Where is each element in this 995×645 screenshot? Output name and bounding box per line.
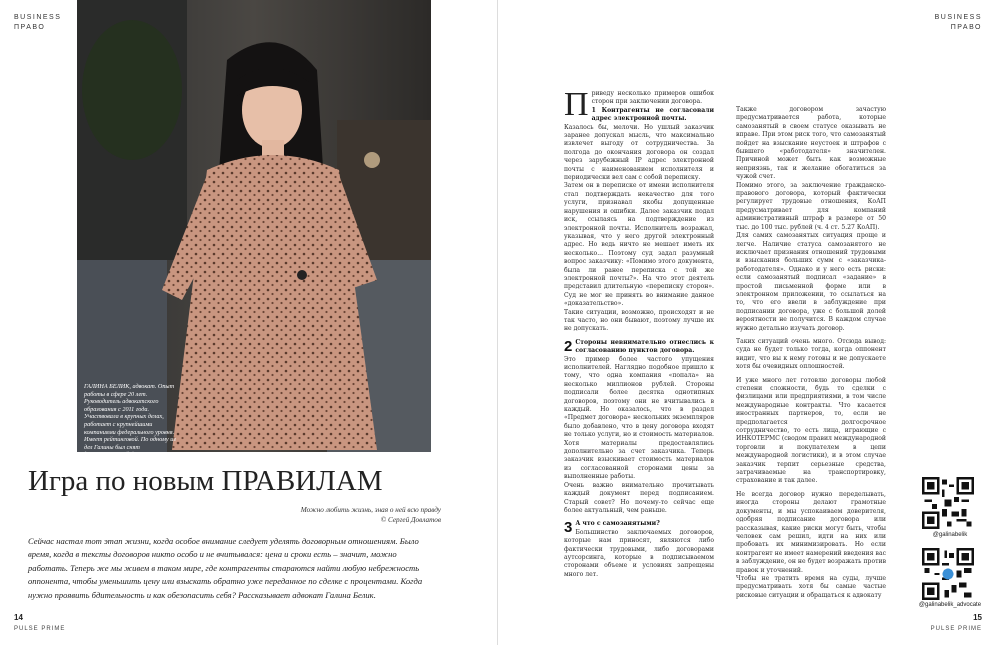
subsection-label: ПРАВО: [950, 24, 982, 31]
photo-caption: ГАЛИНА БЕЛИК, адвокат. Опыт работы в сфере 20 лет. Руководитель адвокатского образования с 2011 года. Участвовала в крупных делах, работает с крупнейшими компаниями федерального уровня. Имеет рейтинговой. По одному из дел Галины был снят документальный фильм: [84, 383, 176, 459]
paragraph: Это пример более частого упущения исполнителей. Наглядно подобное пришло к тому, что одна компания «попала» на несколько миллионов рублей. Стороны подписали более десятка однотипных договоров, поэтому они не вчитывались в каждый. Но оказалось, что в раздел «Предмет договора» нескольких экземпляров было добавлено, что в цену договора входят не только услуги, но и стоимость материалов. Хотя материалы предоставлялись дополнительно за счет заказчика. Теперь заказчик взыскивает стоимость материалов из согласованной сторонами цены за выполненные работы.: [564, 355, 714, 481]
paragraph: И уже много лет готовлю договоры любой степени сложности, будь то сделки с физлицами или предприятиями, в том числе международные контракты. Что касается иностранных партнеров, то, если не предполагается долгосрочное сотрудничество, то есть лица, играющие с ИНКОТЕРМС (сводом правил международной торговли и покупателем в цепи международной логистики), и в этом случае заказчик терпит серьезные средства, затрачиваемые на транспортировку, страхование и так далее.: [736, 376, 886, 485]
paragraph: Не всегда договор нужно переделывать, иногда стороны делают грамотные документы, и мы успокаиваем доверителя, одобряя подписание договора или рассказывая, какие риски могут быть, чтобы человек сам решил, идти на них или пробовать их минимизировать. Но если контрагент не имеет намерений введения вас в заблуждение, он не будет возражать против правок и уточнений.: [736, 490, 886, 574]
subheading-1: 1 Контрагенты не согласовали адрес электронной почты.: [591, 106, 714, 123]
section-label: BUSINESS: [934, 14, 982, 21]
qr-label: @galinabelik: [932, 532, 968, 538]
paragraph: Казалось бы, мелочи. Но ушлый заказчик заранее допускал мысль, что максимально извлечет выгоду от сотрудничества. За полгода до окончания договора он создал через зарубежный IP адрес электронной почты с наименованием исполнителя и периодически вел сам с собой переписку.: [564, 123, 714, 182]
page-number: 14: [14, 613, 23, 622]
section-tag: [935, 13, 982, 33]
text-column-2: [736, 106, 886, 600]
qr-code-icon[interactable]: [922, 548, 974, 600]
qr-label: @galinabelik_advocate: [918, 602, 982, 608]
text-column-1: [564, 86, 714, 579]
magazine-brand: PULSE PRIME: [930, 626, 982, 632]
paragraph: Для самих самозанятых ситуация проще и легче. Наличие статуса самозанятого не исключает признания отношений трудовыми и взыскания больших сумм с «заказчика-работодателя». Однако и у него есть риски: если самозанятый подписал «задание» в простой письменной форме или в электронном приложении, то ссылаться на то, что его ввели в заблуждение при подписании договора, уже с большой долей вероятности не получится. В каждом случае нужно детально изучать договор.: [736, 232, 886, 332]
subsection-label: ПРАВО: [14, 24, 46, 31]
subheading-number: 2: [564, 337, 573, 355]
section-tag: [14, 13, 61, 33]
paragraph: Большинство заключаемых договоров, которые нам приносят, являются либо фактически трудовыми, либо договорами аутсорсинга, которые в подписываемом сторонами объеме и условиях запрещены много лет.: [564, 528, 714, 578]
epigraph-author: © Сергей Довлатов: [380, 516, 441, 524]
subheading-number: 3: [564, 519, 573, 537]
epigraph: [181, 505, 441, 525]
subheading-2: Стороны невнимательно отнеслись к согласованию пунктов договора.: [575, 338, 714, 355]
article-headline: Игра по новым ПРАВИЛАМ: [28, 465, 383, 497]
paragraph: Чтобы не тратить время на суды, лучше предусматривать хотя бы самые частые рисковые ситуации и обращаться к адвокату: [736, 574, 886, 599]
epigraph-text: Можно любить жизнь, зная о ней всю правду: [300, 506, 441, 514]
left-page: [0, 0, 497, 645]
section-label: BUSINESS: [14, 14, 62, 21]
paragraph: Очень важно внимательно прочитывать каждый документ перед подписанием. Старый совет? Но почему-то сейчас еще более актуальный, чем раньше.: [564, 481, 714, 514]
article-lead: Сейчас настал тот этап жизни, когда особое внимание следует уделять договорным отношениям. Было время, когда в тексты договоров никто особо и не вчитывался: цена и сроки есть – значит, можно работать. Теперь же мы живем в таком мире, где контрагенты стараются найти любую небрежность оппонента, чтобы уменьшить цену или взыскать обратно уже переданное по сделке с процентами. Когда нужно проявить бдительность и как обезопасить себя? Рассказывает адвокат Галина Белик.: [28, 536, 423, 600]
paragraph: Затем он в переписке от имени исполнителя стал подтверждать некачество для того услуги, признавал якобы допущенные нарушения и ошибки. Далее заказчик подал иск, ссылаясь на подтверждение из электронной почты. Исполнитель возражал, указывая, что у него другой электронный адрес. Но ведь ничто не мешает иметь их несколько... Поэтому суд задал разумный вопрос заказчику: «Помимо этого документа, была ли ранее переписка с той же электронной почты?». На что этот деятель представил длительную «переписку сторон». Суд не мог не принять во внимание данное «доказательство».: [564, 182, 714, 308]
paragraph: Помимо этого, за заключение гражданско-правового договора, который фактически регулирует трудовые отношения, КоАП предусматривает для компаний административный штраф в размере от 50 тыс. до 100 тыс. рублей (ч. 4 ст. 5.27 КоАП).: [736, 181, 886, 231]
qr-code-icon[interactable]: [922, 477, 974, 529]
magazine-brand: PULSE PRIME: [14, 626, 66, 632]
right-page: [497, 0, 995, 645]
subheading-3: А что с самозанятыми?: [575, 520, 660, 528]
intro-text: риведу несколько примеров ошибок сторон при заключении договора.: [591, 90, 714, 106]
drop-cap: П: [564, 86, 589, 123]
page-number: 15: [973, 613, 982, 622]
paragraph: Такие ситуации, возможно, происходят и не так часто, но они бывают, поэтому лучше их не допускать.: [564, 308, 714, 333]
paragraph: Также договором зачастую предусматривается работа, которые самозанятый в своем статусе оказывать не вправе. При этом риск того, что самозанятый пойдет на взыскание неустоек и штрафов с бывшего «работодателя» значителен. Причиной может быть как возможные неприязнь, так и желание обогатиться за чужой счет.: [736, 106, 886, 181]
paragraph: Таких ситуаций очень много. Отсюда вывод: суда не будет только тогда, когда оппонент видит, что вы к нему готовы и не допускаете хотя бы очевидных оплошностей.: [736, 337, 886, 371]
